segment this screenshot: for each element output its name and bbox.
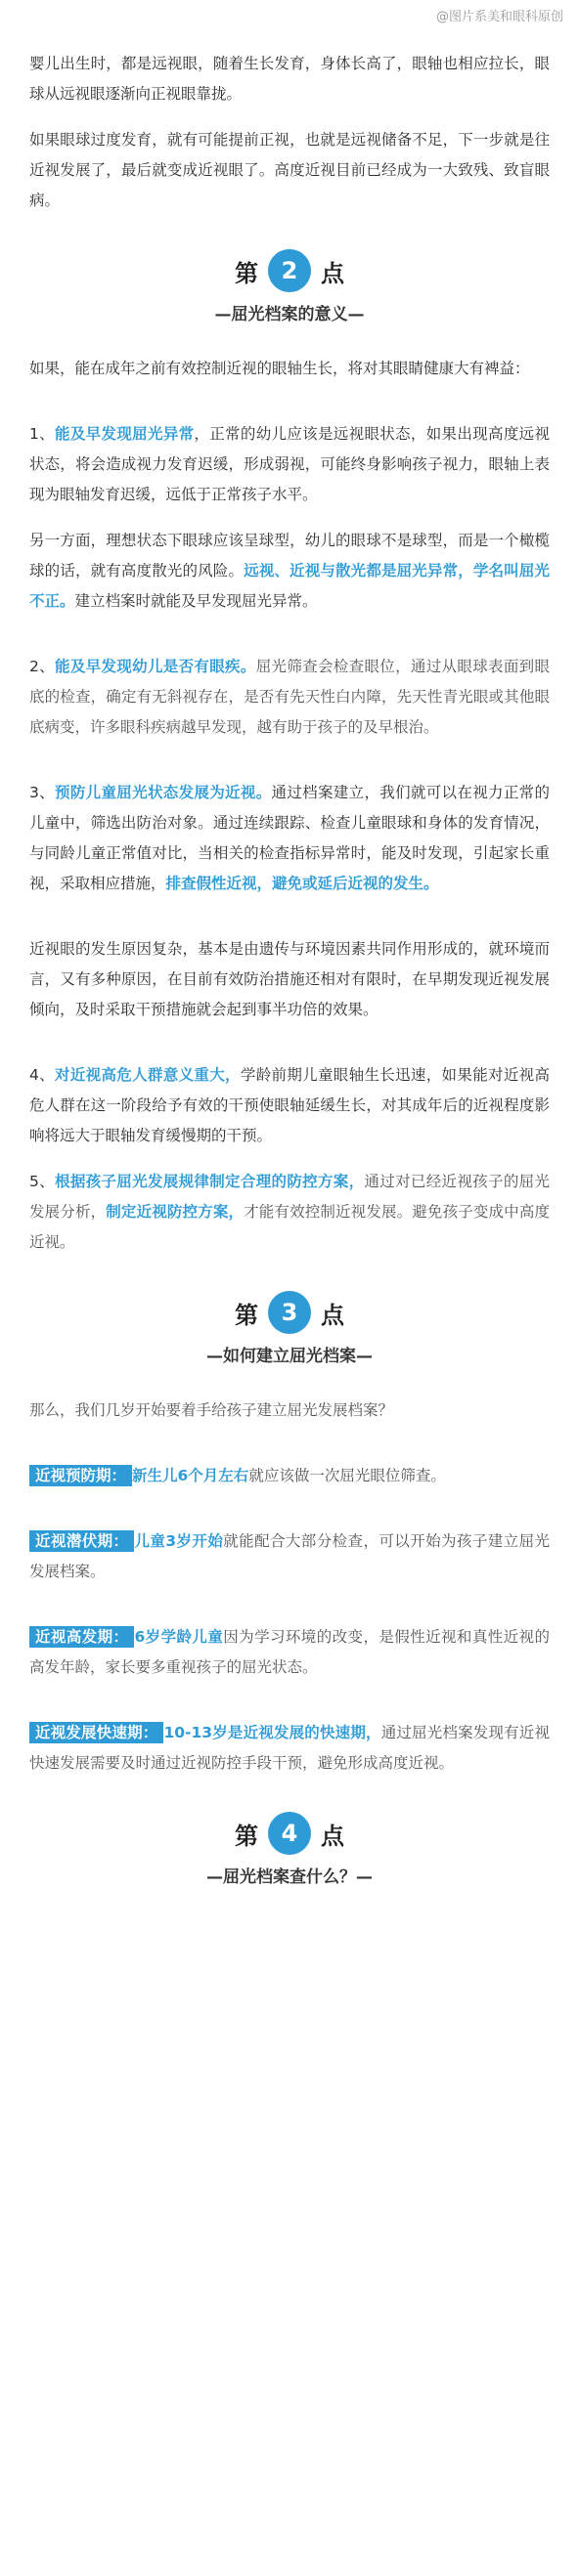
section-4-title [235, 1812, 344, 1855]
stage-2-highlight: 儿童3岁开始 [134, 1532, 224, 1550]
section-2-header [29, 249, 550, 324]
section-3-pre: 第 [235, 1301, 258, 1329]
stage-3-text: 因为学习环境的改变，是假性近视和真性近视的高发年龄，家长要多重视孩子的屈光状态。 [29, 1628, 550, 1676]
section-3-post: 点 [321, 1301, 344, 1329]
section-4-post: 点 [321, 1822, 344, 1850]
section-4-number-badge: 4 [268, 1812, 311, 1855]
stage-4-tag: 近视发展快速期： [29, 1722, 163, 1743]
intro-paragraph-1: 婴儿出生时，都是远视眼，随着生长发育，身体长高了，眼轴也相应拉长，眼球从远视眼逐渐向正视眼靠拢。 [29, 55, 550, 103]
item-4 [29, 1060, 550, 1151]
stage-4-highlight: 10-13岁是近视发展的快速期， [163, 1724, 381, 1741]
stage-4 [29, 1718, 550, 1779]
section-3-title [235, 1291, 344, 1334]
section-4-pre: 第 [235, 1822, 258, 1850]
section-3-header [29, 1291, 550, 1366]
item-4-text: 学龄前期儿童眼轴生长迅速，如果能对近视高危人群在这一阶段给予有效的干预使眼轴延缓生长，对其成年后的近视程度影响将远大于眼轴发育缓慢期的干预。 [29, 1066, 550, 1144]
item-2-number: 2、 [29, 658, 56, 675]
watermark: @图片系美和眼科原创 [435, 10, 563, 24]
item-5-rest: 才能有效控制近视发展。避免孩子变成中高度近视。 [29, 1203, 550, 1251]
item-2-highlight: 能及早发现幼儿是否有眼疾。 [55, 658, 256, 675]
stage-3-tag: 近视高发期： [29, 1626, 134, 1648]
item-1-number: 1、 [29, 425, 56, 443]
item-4-number: 4、 [29, 1066, 56, 1084]
section-2-subtitle: —屈光档案的意义— [214, 305, 365, 324]
item-1 [29, 419, 550, 510]
section-2-number-badge: 2 [268, 249, 311, 292]
item-5-text: 通过对已经近视孩子的屈光发展分析， [29, 1173, 550, 1221]
item-5-number: 5、 [29, 1173, 56, 1190]
item-5-highlight-2: 制定近视防控方案， [106, 1203, 245, 1221]
stage-2-text: 就能配合大部分检查，可以开始为孩子建立屈光发展档案。 [29, 1532, 550, 1580]
section-2-title [235, 249, 344, 292]
item-3-text: 通过档案建立，我们就可以在视力正常的儿童中，筛选出防治对象。通过连续跟踪、检查儿童眼球和身体的发育情况，与同龄儿童正常值对比，当相关的检查指标异常时，能及时发现，引起家长重视，采取相应措施， [29, 784, 550, 892]
section-3-subtitle: —如何建立屈光档案— [206, 1347, 373, 1366]
item-5-highlight: 根据孩子屈光发展规律制定合理的防控方案， [55, 1173, 365, 1190]
item-3-highlight-2: 排查假性近视，避免或延后近视的发生。 [165, 875, 439, 892]
stage-1-highlight: 新生儿6个月左右 [132, 1467, 249, 1484]
stage-3 [29, 1622, 550, 1683]
item-1-continued [29, 526, 550, 617]
stage-4-text: 通过屈光档案发现有近视快速发展需要及时通过近视防控手段干预，避免形成高度近视。 [29, 1724, 550, 1772]
article-body [29, 49, 550, 1916]
section-3-lead: 那么，我们几岁开始要着手给孩子建立屈光发展档案？ [29, 1401, 394, 1419]
stage-1-tag: 近视预防期： [29, 1465, 132, 1486]
item-1b-rest: 建立档案时就能及早发现屈光异常。 [74, 592, 318, 610]
item-2 [29, 652, 550, 743]
item-1b-text: 另一方面，理想状态下眼球应该呈球型，幼儿的眼球不是球型，而是一个橄榄球的话，就有高度散光的风险。 [29, 532, 550, 580]
stage-2-tag: 近视潜伏期： [29, 1530, 134, 1552]
section-2-pre: 第 [235, 259, 258, 287]
intro-paragraph-2: 如果眼球过度发育，就有可能提前正视，也就是远视储备不足，下一步就是往近视发展了，最后就变成近视眼了。高度近视目前已经成为一大致残、致盲眼病。 [29, 131, 550, 209]
section-3-number-badge: 3 [268, 1291, 311, 1334]
item-3-highlight: 预防儿童屈光状态发展为近视。 [55, 784, 272, 801]
stage-1 [29, 1461, 550, 1491]
section-2-lead: 如果，能在成年之前有效控制近视的眼轴生长，将对其眼睛健康大有裨益： [29, 360, 530, 377]
cause-paragraph: 近视眼的发生原因复杂，基本是由遗传与环境因素共同作用形成的，就环境而言，又有多种原因，在目前有效防治措施还相对有限时，在早期发现近视发展倾向，及时采取干预措施就会起到事半功倍的效果。 [29, 940, 550, 1018]
stage-1-text: 就应该做一次屈光眼位筛查。 [248, 1467, 446, 1484]
item-3 [29, 778, 550, 899]
item-4-highlight: 对近视高危人群意义重大， [55, 1066, 241, 1084]
stage-3-highlight: 6岁学龄儿童 [134, 1628, 224, 1646]
item-1b-highlight: 远视、近视与散光都是屈光异常，学名叫屈光不正。 [29, 562, 550, 610]
item-1-highlight: 能及早发现屈光异常 [55, 425, 195, 443]
section-2-post: 点 [321, 259, 344, 287]
item-5 [29, 1167, 550, 1258]
section-4-header [29, 1812, 550, 1887]
item-3-number: 3、 [29, 784, 56, 801]
item-1-text: ，正常的幼儿应该是远视眼状态，如果出现高度远视状态，将会造成视力发育迟缓，形成弱视，可能终身影响孩子视力，眼轴上表现为眼轴发育迟缓，远低于正常孩子水平。 [29, 425, 550, 503]
stage-2 [29, 1526, 550, 1587]
section-4-subtitle: —屈光档案查什么？— [206, 1868, 373, 1887]
item-2-text: 屈光筛查会检查眼位，通过从眼球表面到眼底的检查，确定有无斜视存在，是否有先天性白内障，先天性青光眼或其他眼底病变，许多眼科疾病越早发现，越有助于孩子的及早根治。 [29, 658, 550, 736]
